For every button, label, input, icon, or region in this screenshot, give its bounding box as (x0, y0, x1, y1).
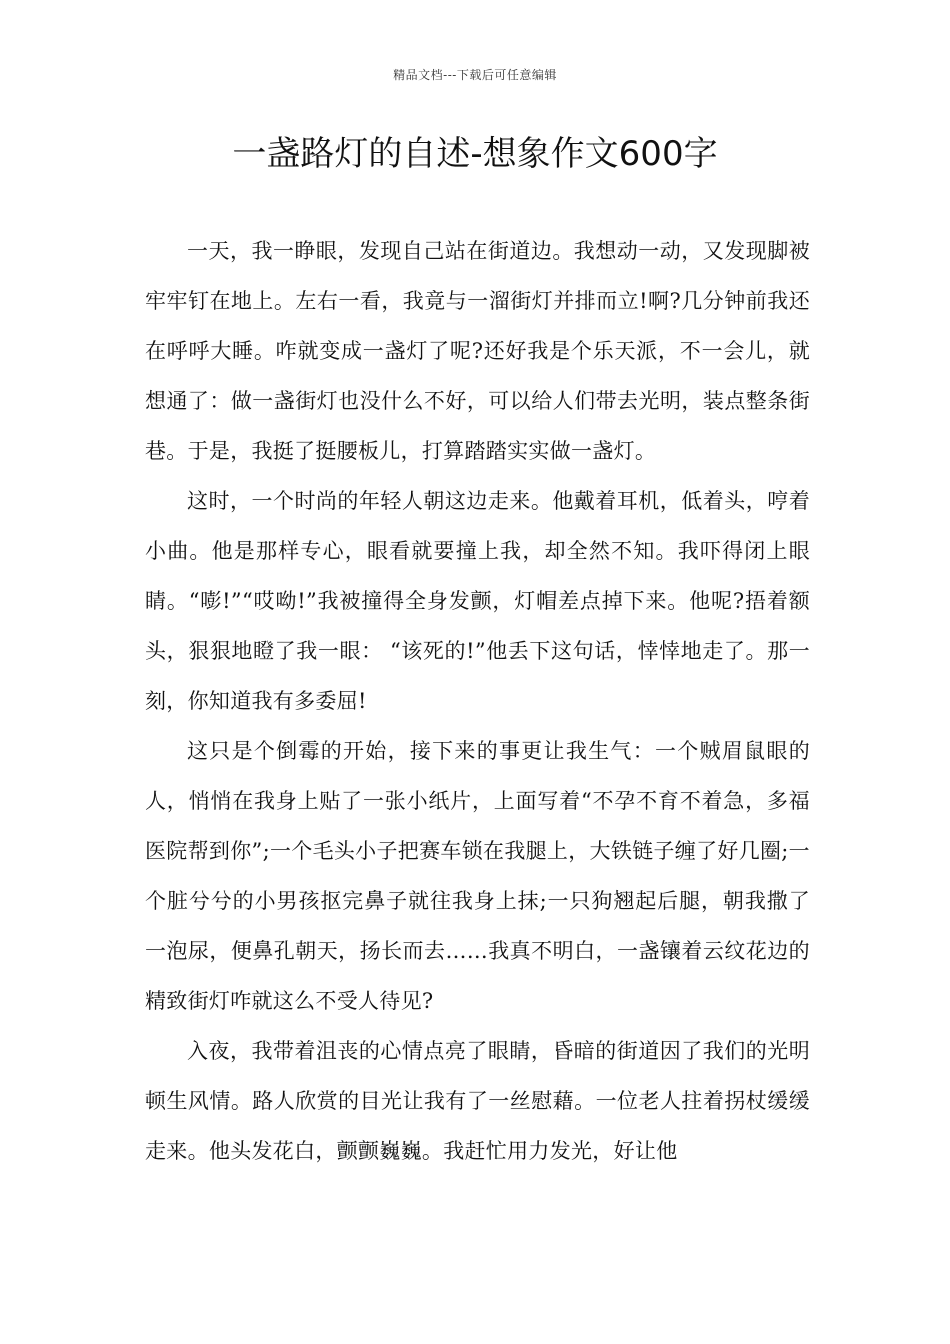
paragraph-4: 入夜，我带着沮丧的心情点亮了眼睛，昏暗的街道因了我们的光明顿生风情。路人欣赏的目光让我有了一丝慰藉。一位老人拄着拐杖缓缓走来。他头发花白，颤颤巍巍。我赶忙用力发光，好让他 (145, 1039, 810, 1163)
paragraph-2: 这时，一个时尚的年轻人朝这边走来。他戴着耳机，低着头，哼着小曲。他是那样专心，眼看就要撞上我，却全然不知。我吓得闭上眼睛。“嘭!”“哎呦!”我被撞得全身发颤，灯帽差点掉下来。他呢?捂着额头，狠狠地瞪了我一眼： “该死的!”他丢下这句话，悻悻地走了。那一刻，你知道我有多委屈! (145, 489, 810, 713)
paragraph-1: 一天，我一睁眼，发现自己站在街道边。我想动一动，又发现脚被牢牢钉在地上。左右一看，我竟与一溜街灯并排而立!啊?几分钟前我还在呼呼大睡。咋就变成一盏灯了呢?还好我是个乐天派，不一会儿，就想通了：做一盏街灯也没什么不好，可以给人们带去光明，装点整条街巷。于是，我挺了挺腰板儿，打算踏踏实实做一盏灯。 (145, 239, 810, 463)
document-title: 一盏路灯的自述-想象作文600字 (232, 134, 718, 174)
header-note: 精品文档---下载后可任意编辑 (393, 68, 557, 82)
document-body (145, 226, 810, 1176)
paragraph-3: 这只是个倒霉的开始，接下来的事更让我生气：一个贼眉鼠眼的人，悄悄在我身上贴了一张小纸片，上面写着“不孕不育不着急，多福医院帮到你”;一个毛头小子把赛车锁在我腿上，大铁链子缠了好几圈;一个脏兮兮的小男孩抠完鼻子就往我身上抹;一只狗翘起后腿，朝我撒了一泡尿，便鼻孔朝天，扬长而去……我真不明白，一盏镶着云纹花边的精致街灯咋就这么不受人待见? (145, 739, 810, 1013)
